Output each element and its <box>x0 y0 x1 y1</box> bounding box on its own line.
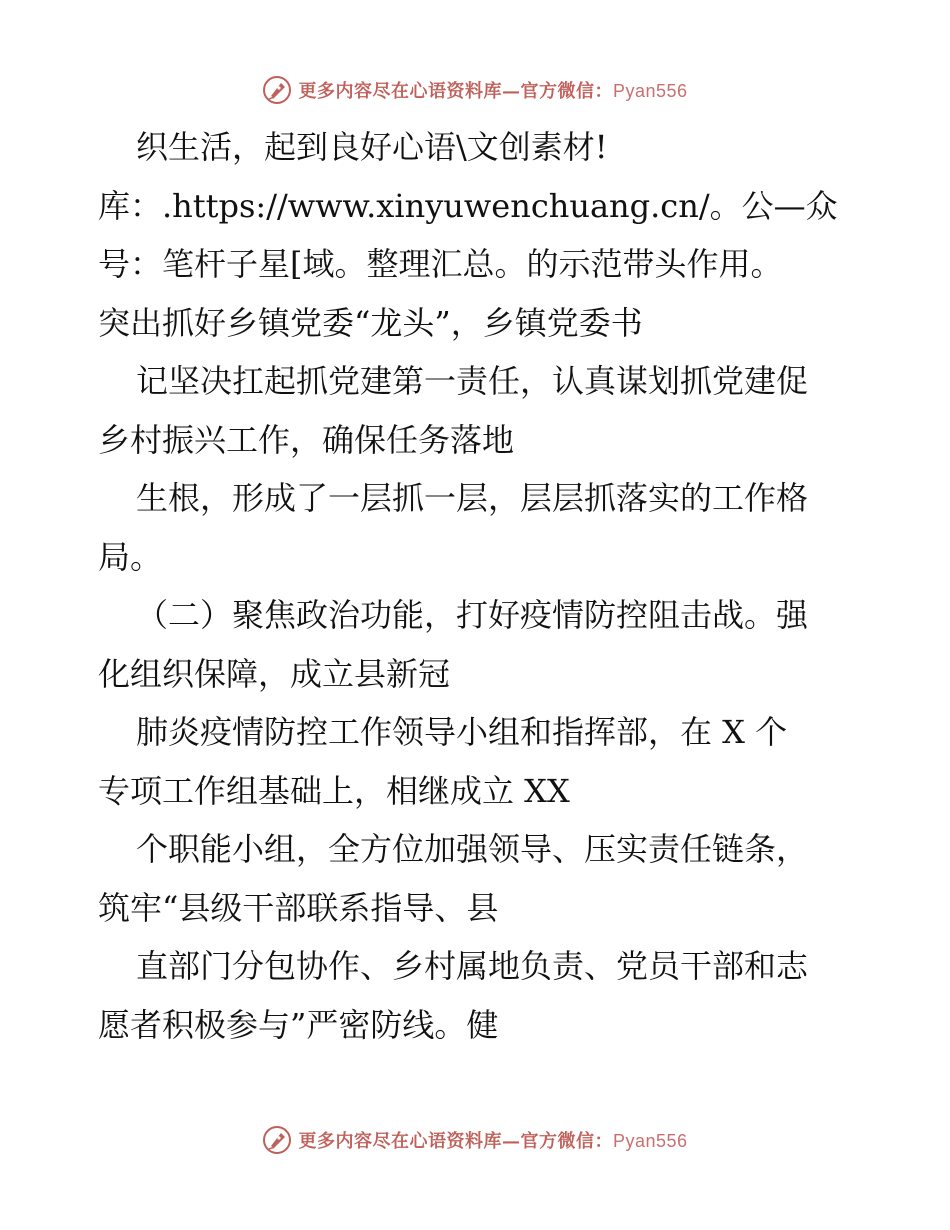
body-line: （二）聚焦政治功能，打好疫情防控阻击战。强 <box>136 596 809 634</box>
footer-banner-text <box>298 1127 687 1153</box>
pen-nib-logo-icon <box>262 1125 292 1155</box>
body-line: 愿者积极参与”严密防线。健 <box>98 1005 499 1044</box>
header-banner-wechat-id: Pyan556 <box>612 81 688 101</box>
body-line: 乡村振兴工作，确保任务落地 <box>98 420 515 459</box>
body-line: 织生活，起到良好心语\文创素材! <box>136 128 608 166</box>
body-line: 生根，形成了一层抓一层，层层抓落实的工作格 <box>136 479 809 517</box>
pen-nib-logo-icon <box>262 75 292 105</box>
footer-banner <box>0 1120 950 1160</box>
body-line: 专项工作组基础上，相继成立 XX <box>98 771 570 810</box>
header-banner <box>0 70 950 110</box>
body-line: 号：笔杆子星[域。整理汇总。的示范带头作用。 <box>98 245 783 283</box>
body-line: 肺炎疫情防控工作领导小组和指挥部，在 X 个 <box>136 713 788 751</box>
body-line: 直部门分包协作、乡村属地负责、党员干部和志 <box>136 947 809 985</box>
footer-banner-wechat-id: Pyan556 <box>612 1131 688 1151</box>
body-line: 筑牢“县级干部联系指导、县 <box>98 888 499 927</box>
body-line: 局。 <box>98 537 163 576</box>
header-banner-text <box>298 77 687 103</box>
header-banner-main: 更多内容尽在心语资料库—官方微信： <box>298 81 613 102</box>
body-line: 化组织保障，成立县新冠 <box>98 654 451 693</box>
body-line: 突出抓好乡镇党委“龙头”，乡镇党委书 <box>98 303 643 342</box>
body-line: 记坚决扛起抓党建第一责任，认真谋划抓党建促 <box>136 362 809 400</box>
body-line: 库：.https://www.xinyuwenchuang.cn/。公—众 <box>98 186 838 225</box>
footer-banner-main: 更多内容尽在心语资料库—官方微信： <box>298 1131 613 1152</box>
body-line: 个职能小组，全方位加强领导、压实责任链条， <box>136 830 809 868</box>
document-body <box>98 118 858 1054</box>
